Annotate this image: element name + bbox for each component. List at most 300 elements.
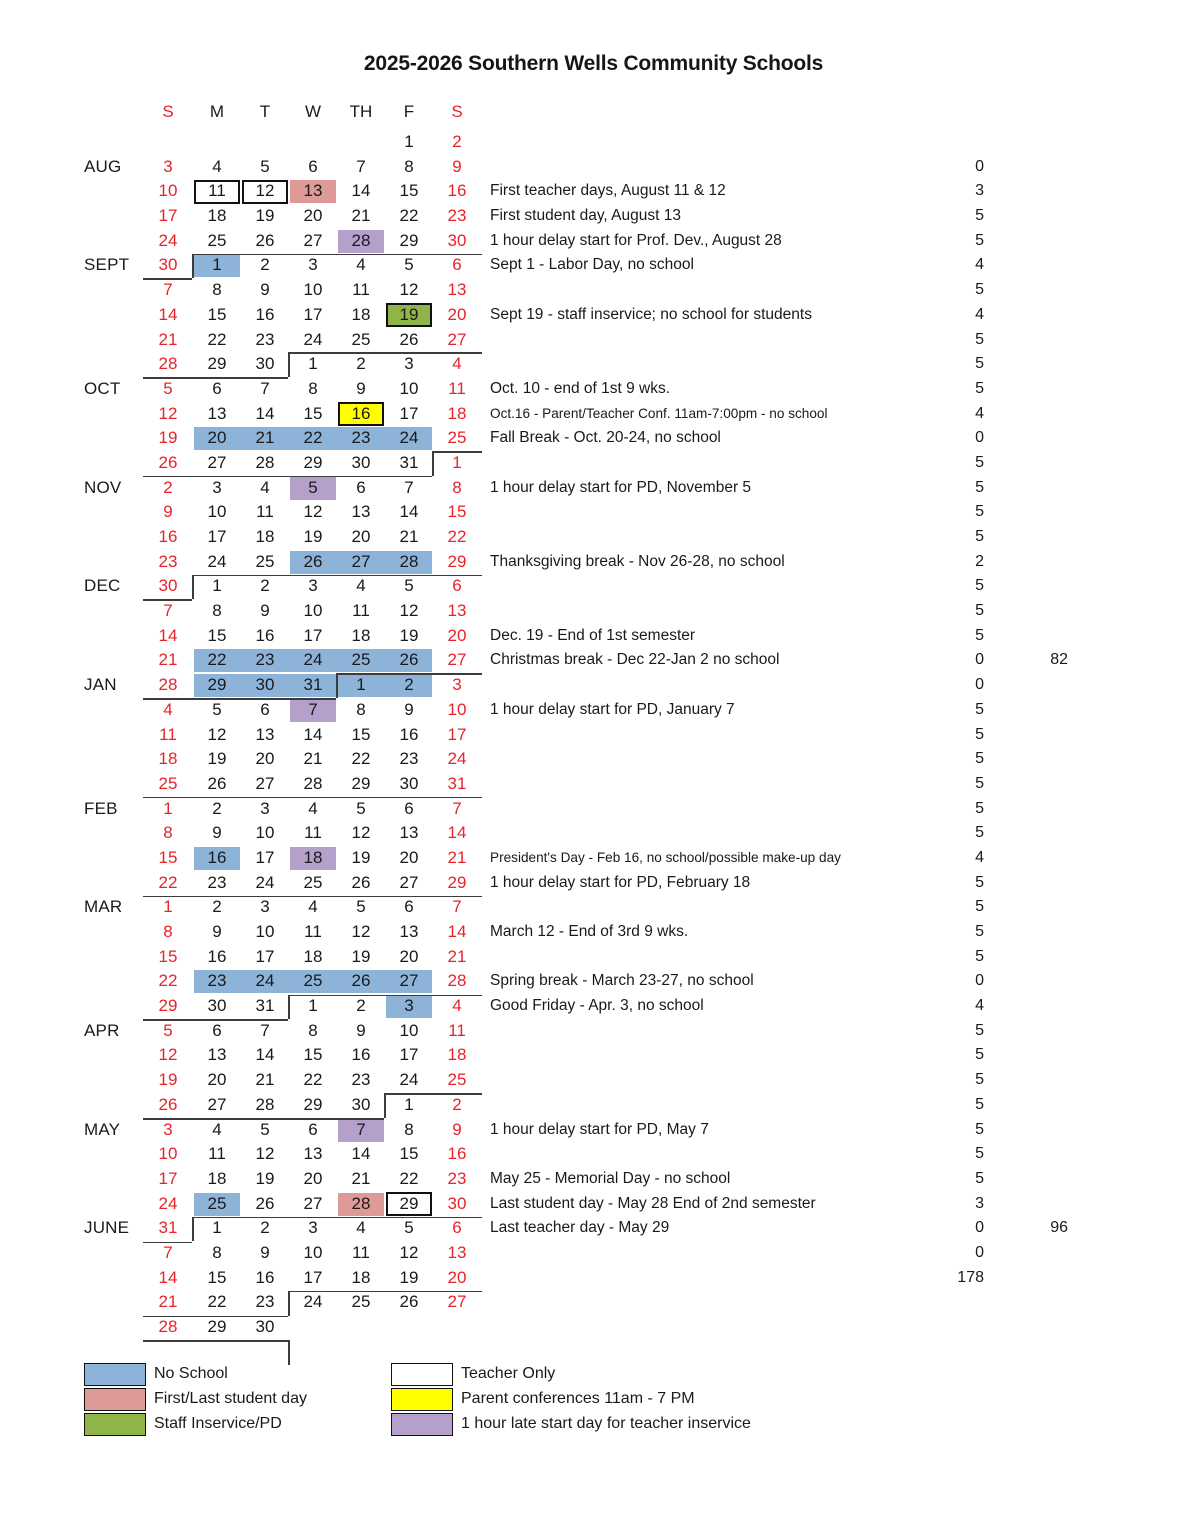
day-cell: 28 [255, 452, 275, 472]
calendar-note: Fall Break - Oct. 20-24, no school [490, 429, 721, 447]
week-row [0, 1315, 1187, 1340]
day-cell: 26 [399, 1292, 419, 1312]
day-cell: 20 [399, 847, 419, 867]
week-day-count: 5 [975, 873, 984, 891]
day-cell: 9 [404, 699, 414, 719]
day-cell: 2 [260, 576, 270, 596]
day-cell: 16 [351, 403, 371, 423]
day-cell: 19 [399, 304, 419, 324]
month-separator-rule [432, 451, 482, 453]
day-cell: 10 [303, 601, 323, 621]
day-cell: 14 [158, 1267, 178, 1287]
day-cell: 30 [158, 576, 178, 596]
week-day-count: 5 [975, 503, 984, 521]
week-day-count: 4 [975, 256, 984, 274]
week-row [0, 747, 1187, 772]
calendar-note: Good Friday - Apr. 3, no school [490, 997, 704, 1015]
day-cell: 15 [158, 946, 178, 966]
day-cell: 11 [159, 724, 177, 744]
day-cell: 18 [303, 847, 323, 867]
day-cell: 4 [452, 996, 462, 1016]
day-cell: 22 [447, 527, 467, 546]
day-cell: 18 [207, 1168, 227, 1188]
day-cell: 4 [163, 699, 173, 719]
day-cell: 22 [207, 329, 227, 349]
day-cell: 6 [452, 576, 462, 596]
day-cell: 23 [255, 329, 275, 349]
day-cell: 5 [212, 699, 222, 719]
day-cell: 12 [399, 1242, 419, 1262]
week-day-count: 0 [975, 1243, 984, 1261]
month-separator-step [336, 673, 338, 698]
day-cell: 29 [207, 675, 227, 695]
day-cell: 11 [304, 922, 322, 941]
week-day-count: 5 [975, 1169, 984, 1187]
day-cell: 30 [447, 230, 467, 250]
day-cell: 30 [399, 773, 419, 793]
day-cell: 17 [158, 206, 178, 226]
day-cell: 8 [212, 280, 222, 300]
day-cell: 9 [260, 280, 270, 300]
day-cell: 8 [404, 156, 414, 176]
week-day-count: 5 [975, 281, 984, 299]
day-cell: 19 [351, 847, 371, 867]
week-day-count: 5 [975, 1095, 984, 1113]
day-cell: 12 [207, 724, 227, 744]
day-cell: 3 [308, 1218, 318, 1238]
day-cell: 20 [303, 206, 323, 226]
week-row [0, 920, 1187, 945]
day-cell: 1 [212, 576, 222, 596]
day-cell: 12 [351, 823, 371, 843]
week-row [0, 1290, 1187, 1315]
day-cell: 30 [351, 452, 371, 472]
day-cell: 11 [208, 1144, 226, 1164]
week-day-count: 5 [975, 379, 984, 397]
week-row [0, 797, 1187, 822]
week-row [0, 624, 1187, 649]
day-of-week-header-row [0, 100, 1187, 130]
day-cell: 5 [163, 378, 173, 398]
day-cell: 11 [448, 378, 466, 398]
month-label-oct: OCT [84, 378, 121, 398]
day-cell: 7 [163, 601, 173, 621]
day-cell: 17 [303, 304, 323, 324]
day-cell: 31 [447, 773, 467, 793]
day-cell: 27 [207, 1094, 227, 1114]
day-cell: 21 [158, 650, 178, 670]
day-cell: 20 [303, 1168, 323, 1188]
week-row [0, 130, 1187, 155]
day-cell: 24 [303, 329, 323, 349]
day-cell: 1 [163, 798, 173, 818]
day-cell: 20 [447, 304, 467, 324]
day-cell: 26 [303, 551, 323, 571]
day-cell: 9 [356, 378, 366, 398]
day-cell: 9 [452, 156, 462, 176]
day-cell: 22 [158, 971, 178, 991]
day-cell: 21 [158, 1292, 178, 1312]
day-cell: 6 [356, 477, 366, 497]
day-cell: 22 [207, 650, 227, 670]
day-cell: 15 [207, 1267, 227, 1287]
day-cell: 20 [399, 946, 419, 966]
week-row [0, 1019, 1187, 1044]
day-cell: 10 [303, 1242, 323, 1262]
week-day-count: 5 [975, 528, 984, 545]
calendar-note: March 12 - End of 3rd 9 wks. [490, 923, 689, 940]
day-cell: 22 [399, 206, 419, 226]
day-cell: 9 [356, 1020, 366, 1040]
month-separator-rule [192, 254, 482, 256]
week-day-count: 5 [975, 577, 984, 595]
day-cell: 14 [158, 625, 178, 645]
week-day-count: 5 [975, 799, 984, 817]
day-cell: 8 [163, 823, 173, 843]
calendar-note: Spring break - March 23-27, no school [490, 972, 754, 990]
calendar-note: Last student day - May 28 End of 2nd semester [490, 1194, 816, 1212]
week-day-count: 0 [975, 651, 984, 669]
week-row [0, 574, 1187, 599]
total-student-days: 178 [957, 1268, 984, 1286]
day-cell: 11 [352, 1242, 370, 1262]
day-cell: 11 [208, 181, 226, 201]
day-cell: 17 [399, 403, 419, 423]
week-row [0, 1142, 1187, 1167]
day-cell: 27 [399, 872, 419, 892]
week-row [0, 500, 1187, 525]
week-day-count: 2 [975, 552, 984, 570]
day-cell: 19 [158, 428, 178, 448]
day-cell: 8 [356, 699, 366, 719]
day-cell: 18 [447, 403, 467, 423]
day-cell: 5 [260, 156, 270, 176]
week-row [0, 1216, 1187, 1241]
week-row [0, 846, 1187, 871]
day-cell: 2 [260, 1218, 270, 1238]
day-cell: 25 [351, 1292, 371, 1312]
week-row [0, 821, 1187, 846]
week-row [0, 772, 1187, 797]
day-cell: 28 [158, 354, 178, 374]
week-day-count: 4 [975, 848, 984, 866]
day-cell: 13 [303, 181, 323, 201]
calendar-note: First teacher days, August 11 & 12 [490, 182, 726, 200]
month-separator-step [384, 1093, 386, 1118]
week-row [0, 599, 1187, 624]
week-row [0, 377, 1187, 402]
day-cell: 1 [308, 996, 318, 1016]
month-separator-step [192, 254, 194, 279]
day-cell: 28 [447, 971, 467, 991]
day-cell: 10 [207, 502, 227, 522]
day-cell: 11 [304, 823, 322, 843]
legend-swatch-no-school [84, 1363, 146, 1386]
day-cell: 21 [399, 527, 419, 546]
day-cell: 31 [158, 1218, 178, 1238]
day-cell: 24 [399, 1070, 419, 1090]
day-cell: 29 [399, 1193, 419, 1213]
day-cell: 5 [163, 1020, 173, 1040]
day-cell: 26 [207, 773, 227, 793]
day-cell: 10 [399, 1020, 419, 1040]
day-cell: 3 [308, 255, 318, 275]
day-cell: 31 [303, 675, 323, 695]
week-day-count: 5 [975, 478, 984, 496]
day-cell: 2 [212, 897, 222, 917]
day-cell: 5 [404, 576, 414, 596]
week-row [0, 278, 1187, 303]
day-cell: 23 [447, 1168, 467, 1188]
semester-total: 96 [1050, 1219, 1068, 1237]
day-cell: 21 [351, 1168, 371, 1188]
calendar-note: May 25 - Memorial Day - no school [490, 1169, 731, 1187]
day-cell: 19 [399, 625, 419, 645]
day-cell: 13 [207, 1045, 227, 1065]
day-cell: 3 [163, 156, 173, 176]
day-cell: 26 [158, 1094, 178, 1114]
week-day-count: 5 [975, 602, 984, 620]
day-cell: 17 [399, 1045, 419, 1065]
month-separator-rule [288, 995, 482, 997]
day-cell: 21 [158, 329, 178, 349]
day-cell: 3 [260, 798, 270, 818]
legend-row [84, 1387, 844, 1412]
calendar-note: 1 hour delay start for Prof. Dev., August 28 [490, 231, 782, 249]
day-cell: 27 [255, 773, 275, 793]
day-cell: 24 [207, 551, 227, 571]
day-cell: 21 [303, 749, 323, 769]
day-cell: 30 [207, 996, 227, 1016]
day-cell: 17 [303, 625, 323, 645]
day-cell: 11 [352, 601, 370, 621]
day-cell: 2 [452, 132, 462, 151]
day-cell: 24 [399, 428, 419, 448]
day-cell: 4 [212, 156, 222, 176]
legend-swatch-late-start-inservice [391, 1413, 453, 1436]
day-cell: 7 [356, 156, 366, 176]
legend-swatch-first-last-student-day [84, 1388, 146, 1411]
day-cell: 6 [404, 897, 414, 917]
day-cell: 27 [207, 452, 227, 472]
day-cell: 16 [255, 304, 275, 324]
day-cell: 6 [452, 1218, 462, 1238]
day-cell: 5 [308, 477, 318, 497]
week-day-count: 5 [975, 355, 984, 373]
day-cell: 8 [404, 1119, 414, 1139]
day-cell: 25 [351, 329, 371, 349]
day-cell: 14 [303, 724, 323, 744]
week-day-count: 5 [975, 824, 984, 842]
week-row [0, 155, 1187, 180]
day-cell: 17 [207, 527, 227, 546]
day-cell: 15 [303, 403, 323, 423]
day-cell: 13 [351, 502, 371, 522]
week-row [0, 1043, 1187, 1068]
week-day-count: 5 [975, 750, 984, 768]
month-separator-step [432, 451, 434, 476]
day-cell: 12 [399, 601, 419, 621]
legend-swatch-staff-inservice-pd [84, 1413, 146, 1436]
day-cell: 19 [399, 1267, 419, 1287]
week-row [0, 1068, 1187, 1093]
day-cell: 24 [158, 1193, 178, 1213]
calendar-note: First student day, August 13 [490, 207, 681, 225]
day-cell: 6 [308, 1119, 318, 1139]
day-cell: 16 [207, 946, 227, 966]
week-row [0, 673, 1187, 698]
day-cell: 16 [255, 625, 275, 645]
day-cell: 23 [351, 1070, 371, 1090]
month-separator-rule [143, 896, 482, 898]
day-cell: 1 [452, 452, 462, 472]
day-cell: 9 [260, 601, 270, 621]
weeks-container [0, 130, 1187, 1340]
day-cell: 18 [351, 1267, 371, 1287]
month-separator-rule [143, 599, 192, 601]
day-cell: 17 [158, 1168, 178, 1188]
day-cell: 29 [207, 354, 227, 374]
day-cell: 4 [260, 477, 270, 497]
day-cell: 4 [452, 354, 462, 374]
day-cell: 22 [351, 749, 371, 769]
day-cell: 20 [447, 1267, 467, 1287]
day-cell: 29 [447, 872, 467, 892]
day-cell: 23 [255, 650, 275, 670]
day-cell: 13 [303, 1144, 323, 1164]
day-cell: 11 [448, 1020, 466, 1040]
day-cell: 23 [207, 971, 227, 991]
day-cell: 14 [447, 922, 467, 941]
week-row [0, 698, 1187, 723]
week-row [0, 648, 1187, 673]
week-day-count: 4 [975, 997, 984, 1015]
day-cell: 12 [255, 1144, 275, 1164]
legend-label-staff-inservice-pd: Staff Inservice/PD [154, 1415, 282, 1432]
day-cell: 27 [303, 230, 323, 250]
week-row [0, 229, 1187, 254]
day-cell: 17 [255, 946, 275, 966]
day-cell: 24 [255, 872, 275, 892]
day-cell: 9 [212, 922, 222, 941]
calendar-note: Thanksgiving break - Nov 26-28, no school [490, 552, 785, 570]
day-cell: 7 [452, 798, 462, 818]
month-separator-step [288, 352, 290, 377]
day-cell: 21 [447, 946, 467, 966]
day-cell: 14 [351, 181, 371, 201]
day-cell: 14 [255, 403, 275, 423]
day-cell: 4 [356, 1218, 366, 1238]
day-cell: 13 [255, 724, 275, 744]
day-cell: 13 [399, 823, 419, 843]
day-cell: 1 [163, 897, 173, 917]
legend-label-late-start-inservice: 1 hour late start day for teacher inservice [461, 1415, 751, 1432]
day-cell: 11 [352, 280, 370, 300]
day-cell: 29 [207, 1317, 227, 1336]
day-cell: 24 [158, 230, 178, 250]
day-cell: 28 [158, 675, 178, 695]
day-cell: 26 [255, 230, 275, 250]
week-day-count: 5 [975, 725, 984, 743]
day-cell: 27 [303, 1193, 323, 1213]
day-cell: 15 [399, 181, 419, 201]
day-cell: 31 [399, 452, 419, 472]
day-header-s-6: S [451, 102, 463, 121]
legend-row [84, 1362, 844, 1387]
day-cell: 16 [158, 527, 178, 546]
week-day-count: 5 [975, 626, 984, 644]
day-cell: 1 [356, 675, 366, 695]
day-cell: 16 [447, 181, 467, 201]
day-cell: 3 [260, 897, 270, 917]
week-day-count: 3 [975, 182, 984, 200]
day-cell: 1 [404, 1094, 414, 1114]
day-cell: 7 [260, 1020, 270, 1040]
legend-label-first-last-student-day: First/Last student day [154, 1390, 307, 1407]
week-row [0, 1266, 1187, 1291]
day-cell: 6 [212, 1020, 222, 1040]
day-cell: 18 [351, 304, 371, 324]
day-cell: 7 [163, 280, 173, 300]
month-separator-rule [143, 1242, 192, 1244]
day-cell: 22 [399, 1168, 419, 1188]
week-row [0, 451, 1187, 476]
day-cell: 1 [404, 132, 414, 151]
day-cell: 4 [308, 897, 318, 917]
week-row [0, 994, 1187, 1019]
day-cell: 5 [356, 798, 366, 818]
week-day-count: 5 [975, 453, 984, 471]
day-cell: 8 [212, 601, 222, 621]
day-cell: 17 [447, 724, 467, 744]
day-cell: 15 [207, 625, 227, 645]
day-cell: 19 [255, 206, 275, 226]
week-row [0, 402, 1187, 427]
week-row [0, 1093, 1187, 1118]
day-cell: 3 [308, 576, 318, 596]
day-cell: 2 [356, 354, 366, 374]
day-cell: 30 [255, 1317, 275, 1336]
day-cell: 19 [158, 1070, 178, 1090]
day-cell: 26 [158, 452, 178, 472]
day-cell: 9 [452, 1119, 462, 1139]
week-row [0, 204, 1187, 229]
day-cell: 10 [399, 378, 419, 398]
day-cell: 2 [212, 798, 222, 818]
month-label-feb: FEB [84, 798, 118, 818]
day-header-s-0: S [162, 102, 174, 121]
day-cell: 7 [308, 699, 318, 719]
day-cell: 28 [351, 230, 371, 250]
week-row [0, 1167, 1187, 1192]
month-separator-rule [143, 476, 432, 478]
day-cell: 27 [447, 329, 467, 349]
day-cell: 30 [255, 675, 275, 695]
day-cell: 26 [351, 971, 371, 991]
day-cell: 25 [207, 1193, 227, 1213]
month-separator-rule [143, 698, 336, 700]
week-row [0, 253, 1187, 278]
day-cell: 14 [255, 1045, 275, 1065]
day-cell: 26 [255, 1193, 275, 1213]
month-separator-step [192, 575, 194, 600]
day-cell: 29 [303, 1094, 323, 1114]
day-cell: 12 [303, 502, 323, 522]
day-cell: 8 [308, 1020, 318, 1040]
day-header-t-2: T [259, 102, 271, 121]
day-cell: 10 [447, 699, 467, 719]
day-cell: 23 [447, 206, 467, 226]
